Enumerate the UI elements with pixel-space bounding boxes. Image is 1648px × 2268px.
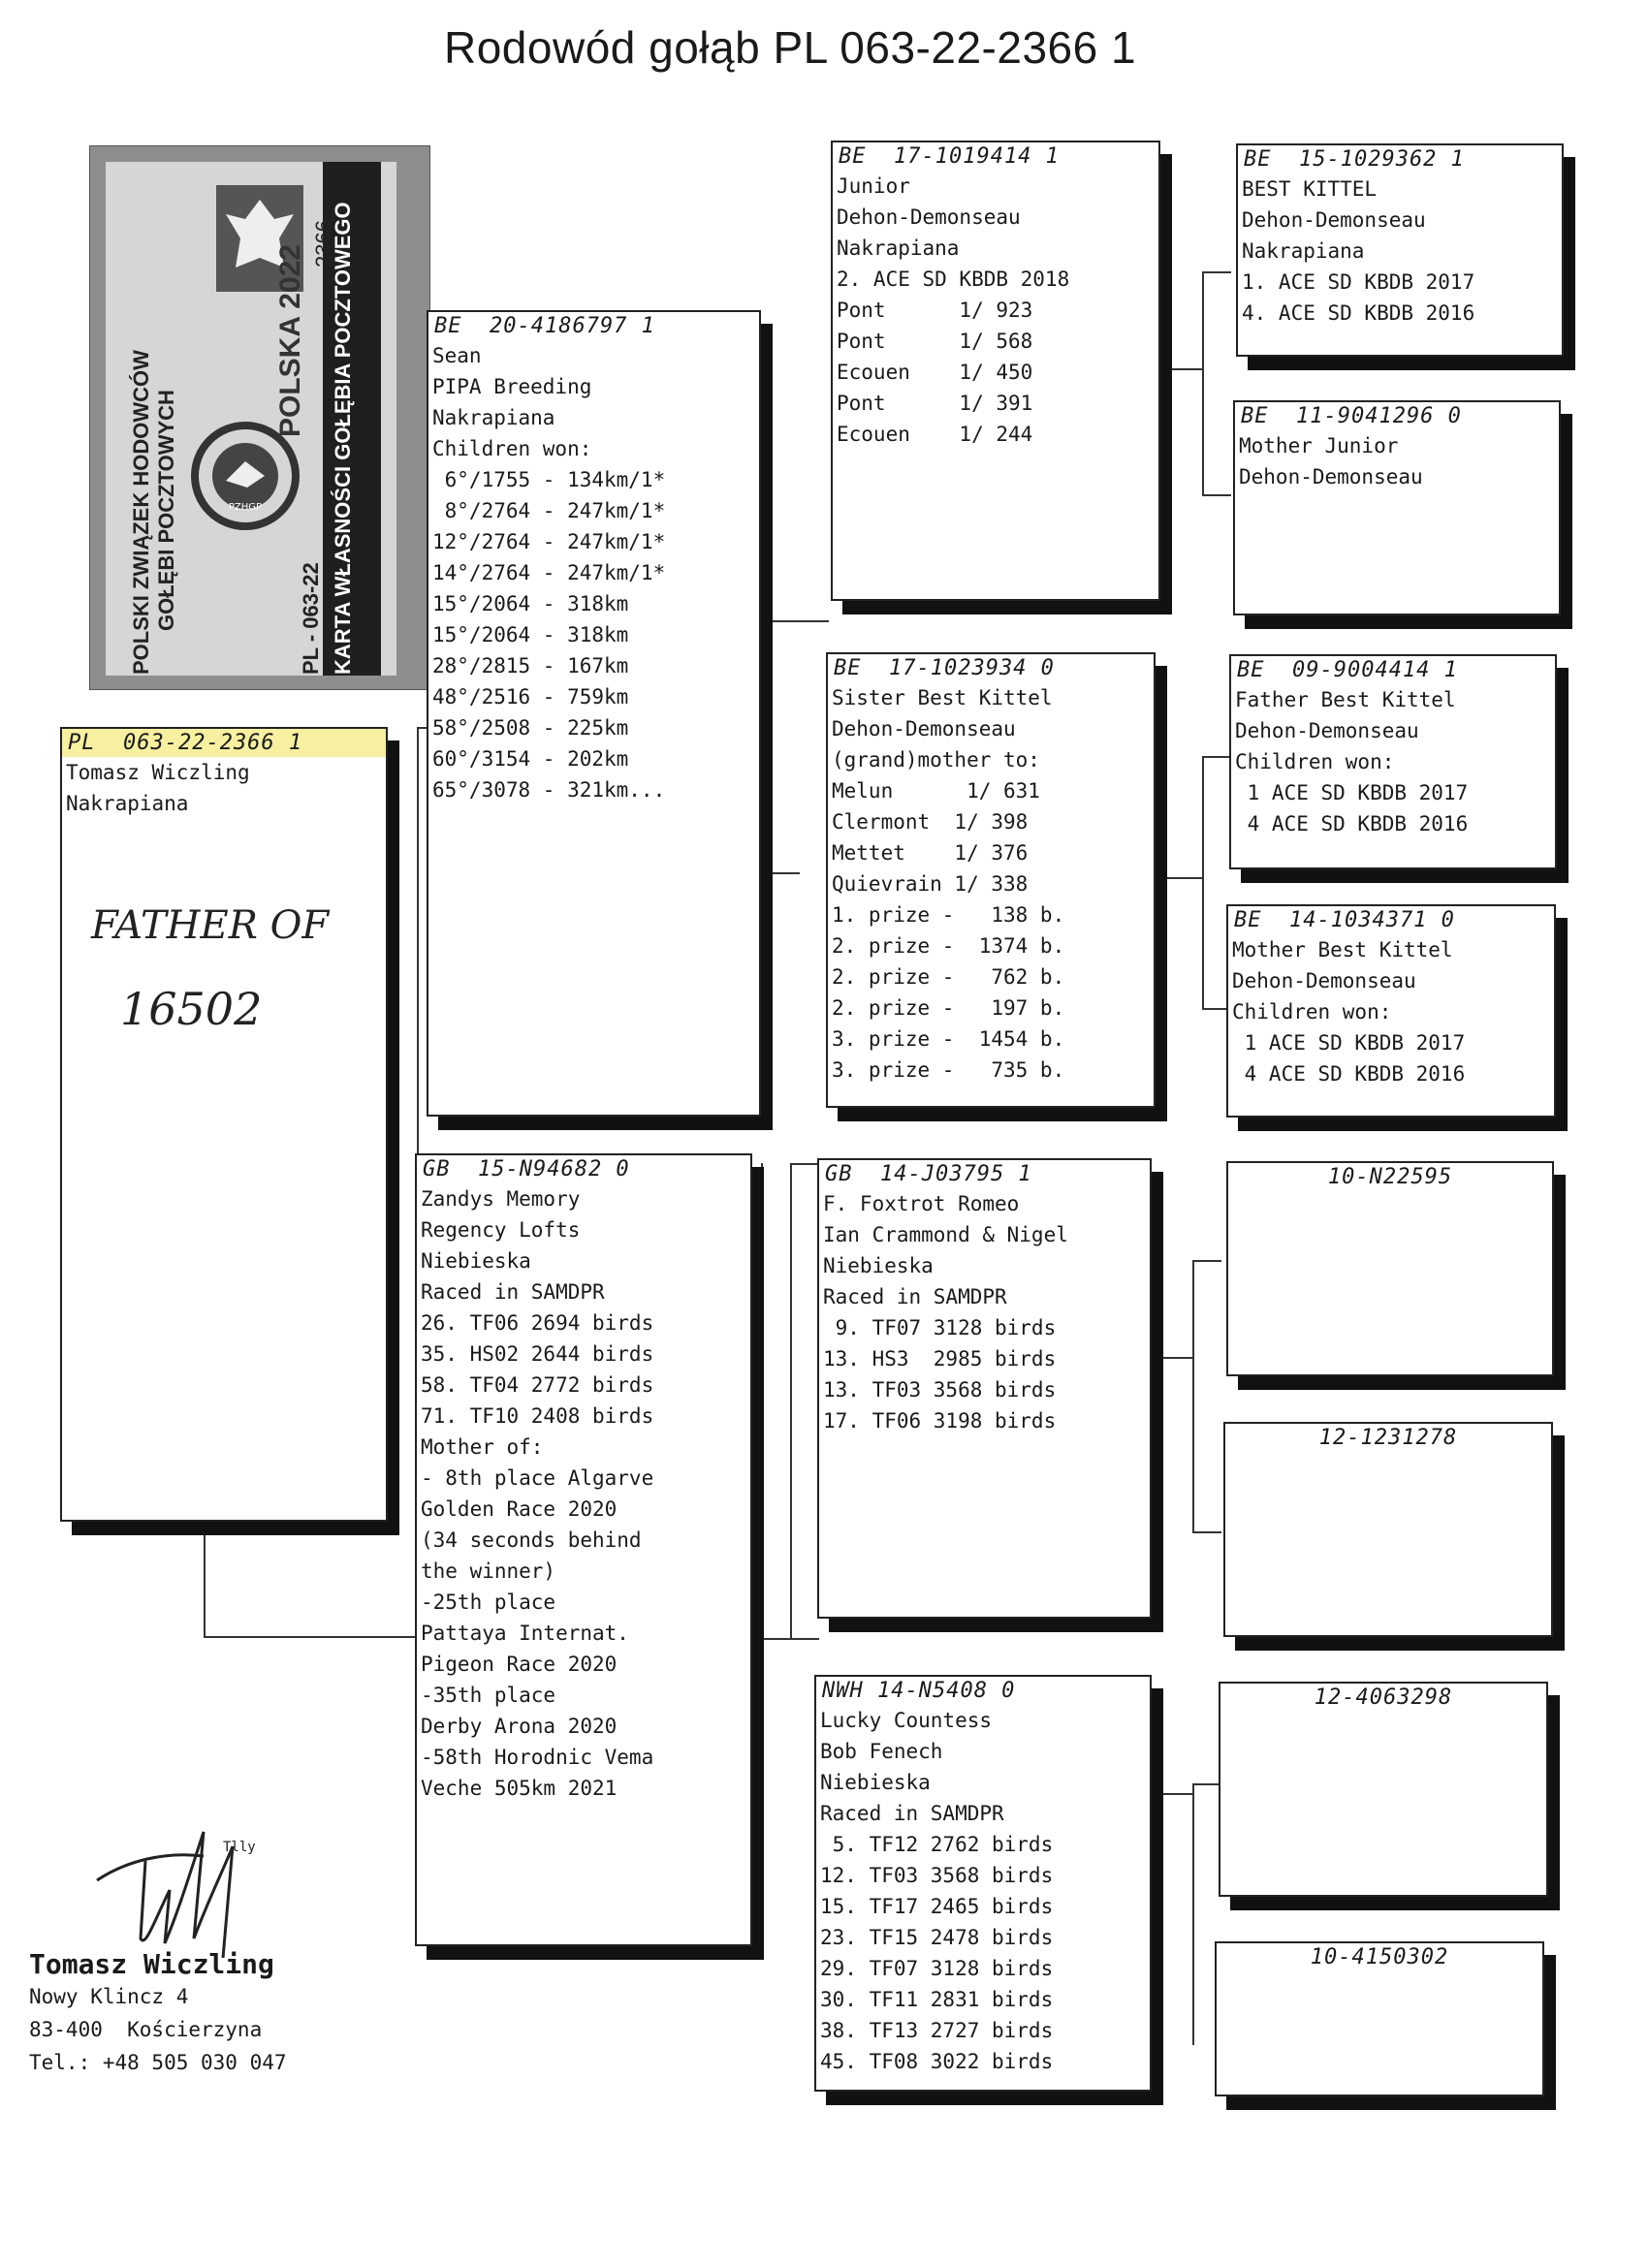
ggp4-line: Children won: — [1232, 1000, 1392, 1024]
card-title: KARTA WŁASNOŚCI GOŁĘBIA POCZTOWEGO — [331, 202, 355, 675]
card-org-line2: GOŁĘBI POCZTOWYCH — [154, 390, 178, 631]
sire-line: 14°/2764 - 247km/1* — [432, 561, 666, 584]
gs2-line: Ian Crammond & Nigel — [823, 1223, 1068, 1246]
grandsire-maternal-box — [817, 1158, 1152, 1619]
gd1-line: Melun 1/ 631 — [832, 779, 1040, 803]
sire-line: PIPA Breeding — [432, 375, 592, 398]
gd2-line: 45. TF08 3022 birds — [820, 2050, 1054, 2073]
ggp4-line: Dehon-Demonseau — [1232, 969, 1416, 992]
gd2-line: 5. TF12 2762 birds — [820, 1833, 1054, 1856]
dam-box — [415, 1153, 752, 1946]
ggp6-ring: 12-1231278 — [1318, 1426, 1458, 1450]
gs2-line: 17. TF06 3198 birds — [823, 1409, 1057, 1433]
great-grandparent-8-box — [1215, 1941, 1544, 2096]
gd2-line: 38. TF13 2727 birds — [820, 2019, 1054, 2042]
card-number: 2366 — [311, 220, 335, 268]
granddam-maternal-box — [814, 1675, 1152, 2092]
handwritten-father-of: FATHER OF — [91, 903, 330, 948]
sire-line: 60°/3154 - 202km — [432, 747, 629, 771]
signature — [87, 1822, 281, 1968]
gd1-line: Dehon-Demonseau — [832, 717, 1016, 740]
ggp3-line: Children won: — [1235, 750, 1395, 773]
gs2-line: F. Foxtrot Romeo — [823, 1192, 1020, 1215]
owner-address-1: Nowy Klincz 4 — [29, 1985, 189, 2008]
gd1-line: 2. prize - 1374 b. — [832, 934, 1065, 958]
dam-line: Veche 505km 2021 — [421, 1777, 618, 1800]
granddam-paternal-box — [826, 652, 1156, 1108]
ggp4-line: 4 ACE SD KBDB 2016 — [1232, 1062, 1466, 1086]
ggp3-line: 4 ACE SD KBDB 2016 — [1235, 812, 1469, 835]
dam-line: -35th place — [421, 1684, 556, 1707]
gd2-line: Raced in SAMDPR — [820, 1802, 1004, 1825]
ggp4-line: Mother Best Kittel — [1232, 938, 1453, 961]
gd1-line: Sister Best Kittel — [832, 686, 1053, 709]
gs1-line: Pont 1/ 568 — [837, 330, 1033, 353]
dam-line: -58th Horodnic Vema — [421, 1746, 654, 1769]
granddam-maternal-ring: NWH 14-N5408 0 — [822, 1679, 1016, 1703]
sire-line: 65°/3078 - 321km... — [432, 778, 666, 802]
sire-box — [427, 310, 761, 1117]
great-grandparent-5-box — [1226, 1161, 1554, 1376]
gd1-line: 3. prize - 735 b. — [832, 1058, 1065, 1082]
dam-ring: GB 15-N94682 0 — [423, 1157, 630, 1181]
ggp1-line: Nakrapiana — [1242, 239, 1365, 263]
emblem-text: PZHGP — [228, 502, 263, 513]
gd2-line: 12. TF03 3568 birds — [820, 1864, 1054, 1887]
gd2-line: 23. TF15 2478 birds — [820, 1926, 1054, 1949]
dam-line: 26. TF06 2694 birds — [421, 1311, 654, 1335]
ggp5-ring: 10-N22595 — [1327, 1165, 1453, 1189]
gd1-line: 2. prize - 762 b. — [832, 965, 1065, 989]
dam-line: 71. TF10 2408 birds — [421, 1404, 654, 1428]
ggp3-line: 1 ACE SD KBDB 2017 — [1235, 781, 1469, 804]
dam-line: Niebieska — [421, 1249, 531, 1273]
ggp8-ring: 10-4150302 — [1310, 1945, 1449, 1969]
subject-ring: PL 063-22-2366 1 — [62, 729, 386, 757]
ggp2-ring: BE 11-9041296 0 — [1241, 404, 1462, 428]
gs1-line: Nakrapiana — [837, 236, 960, 260]
dam-line: Mother of: — [421, 1435, 544, 1459]
owner-address-2: 83-400 Kościerzyna — [29, 2018, 263, 2041]
handwritten-number: 16502 — [120, 983, 263, 1035]
gd1-line: (grand)mother to: — [832, 748, 1040, 772]
sire-line: 15°/2064 - 318km — [432, 623, 629, 646]
ggp4-ring: BE 14-1034371 0 — [1234, 908, 1455, 932]
ggp1-ring: BE 15-1029362 1 — [1244, 147, 1465, 172]
dam-line: Zandys Memory — [421, 1187, 581, 1211]
subject-box — [60, 727, 388, 1522]
sire-line: 28°/2815 - 167km — [432, 654, 629, 677]
sire-line: 12°/2764 - 247km/1* — [432, 530, 666, 553]
ggp1-line: BEST KITTEL — [1242, 177, 1378, 201]
gs1-line: 2. ACE SD KBDB 2018 — [837, 268, 1070, 291]
sire-line: Sean — [432, 344, 482, 367]
gs1-line: Dehon-Demonseau — [837, 205, 1021, 229]
ggp1-line: 1. ACE SD KBDB 2017 — [1242, 270, 1475, 294]
sire-line: 15°/2064 - 318km — [432, 592, 629, 615]
card-year: POLSKA 2022 — [274, 244, 306, 437]
sire-line: 8°/2764 - 247km/1* — [432, 499, 666, 522]
sire-line: Nakrapiana — [432, 406, 555, 429]
ggp4-line: 1 ACE SD KBDB 2017 — [1232, 1031, 1466, 1055]
ggp3-line: Dehon-Demonseau — [1235, 719, 1419, 742]
great-grandparent-1-box — [1236, 143, 1564, 357]
gd1-line: Clermont 1/ 398 — [832, 810, 1029, 834]
great-grandparent-4-box — [1226, 904, 1556, 1118]
great-grandparent-7-box — [1219, 1682, 1548, 1897]
dam-line: 58. TF04 2772 birds — [421, 1373, 654, 1397]
dam-line: 35. HS02 2644 birds — [421, 1342, 654, 1366]
ggp1-line: Dehon-Demonseau — [1242, 208, 1426, 232]
gd2-line: Niebieska — [820, 1771, 931, 1794]
grandsire-paternal-box — [831, 141, 1160, 601]
card-org-line1: POLSKI ZWIĄZEK HODOWCÓW — [129, 350, 153, 675]
gd2-line: 30. TF11 2831 birds — [820, 1988, 1054, 2011]
dam-line: Regency Lofts — [421, 1218, 581, 1242]
ggp7-ring: 12-4063298 — [1314, 1685, 1453, 1710]
gd1-line: 3. prize - 1454 b. — [832, 1027, 1065, 1051]
gd1-line: Quievrain 1/ 338 — [832, 872, 1029, 896]
grandsire-paternal-ring: BE 17-1019414 1 — [839, 144, 1060, 169]
sire-ring: BE 20-4186797 1 — [434, 314, 655, 338]
great-grandparent-3-box — [1229, 654, 1557, 869]
subject-line: Tomasz Wiczling — [66, 761, 250, 784]
gs2-line: 13. TF03 3568 birds — [823, 1378, 1057, 1402]
gs2-line: Raced in SAMDPR — [823, 1285, 1007, 1308]
owner-phone: Tel.: +48 505 030 047 — [29, 2051, 287, 2074]
sire-line: 58°/2508 - 225km — [432, 716, 629, 740]
dam-line: Derby Arona 2020 — [421, 1715, 618, 1738]
gd2-line: Lucky Countess — [820, 1709, 993, 1732]
card-ring: PL - 063-22 — [299, 562, 323, 675]
gd1-line: 1. prize - 138 b. — [832, 903, 1065, 927]
ggp1-line: 4. ACE SD KBDB 2016 — [1242, 301, 1475, 325]
dam-line: Pigeon Race 2020 — [421, 1653, 618, 1676]
gs1-line: Ecouen 1/ 450 — [837, 361, 1033, 384]
ggp2-line: Dehon-Demonseau — [1239, 465, 1423, 488]
owner-info — [29, 1948, 287, 2079]
dam-line: - 8th place Algarve — [421, 1466, 654, 1490]
page-title: Rodowód gołąb PL 063-22-2366 1 — [444, 22, 1137, 73]
gs1-line: Pont 1/ 391 — [837, 392, 1033, 415]
sire-line: 6°/1755 - 134km/1* — [432, 468, 666, 491]
gd1-line: 2. prize - 197 b. — [832, 996, 1065, 1020]
dam-line: Pattaya Internat. — [421, 1622, 629, 1645]
dam-line: the winner) — [421, 1559, 556, 1583]
ggp2-line: Mother Junior — [1239, 434, 1399, 457]
gd2-line: 15. TF17 2465 birds — [820, 1895, 1054, 1918]
ggp3-ring: BE 09-9004414 1 — [1237, 658, 1458, 682]
great-grandparent-2-box — [1233, 400, 1561, 615]
ownership-card-image — [89, 145, 430, 690]
signature-text: Tlly — [223, 1840, 256, 1855]
great-grandparent-6-box — [1223, 1422, 1553, 1637]
dam-line: -25th place — [421, 1591, 556, 1614]
gs2-line: 13. HS3 2985 birds — [823, 1347, 1057, 1370]
sire-line: 48°/2516 - 759km — [432, 685, 629, 709]
gd2-line: 29. TF07 3128 birds — [820, 1957, 1054, 1980]
gs1-line: Junior — [837, 174, 910, 198]
dam-line: Raced in SAMDPR — [421, 1280, 605, 1304]
sire-line: Children won: — [432, 437, 592, 460]
gs1-line: Pont 1/ 923 — [837, 299, 1033, 322]
gs2-line: Niebieska — [823, 1254, 934, 1277]
owner-name: Tomasz Wiczling — [29, 1948, 274, 1980]
grandsire-maternal-ring: GB 14-J03795 1 — [825, 1162, 1032, 1186]
gs1-line: Ecouen 1/ 244 — [837, 423, 1033, 446]
gs2-line: 9. TF07 3128 birds — [823, 1316, 1057, 1339]
dam-line: Golden Race 2020 — [421, 1497, 618, 1521]
subject-line: Nakrapiana — [66, 792, 189, 815]
dam-line: (34 seconds behind — [421, 1528, 642, 1552]
ggp3-line: Father Best Kittel — [1235, 688, 1456, 711]
gd1-line: Mettet 1/ 376 — [832, 841, 1029, 865]
gd2-line: Bob Fenech — [820, 1740, 943, 1763]
granddam-paternal-ring: BE 17-1023934 0 — [834, 656, 1055, 680]
